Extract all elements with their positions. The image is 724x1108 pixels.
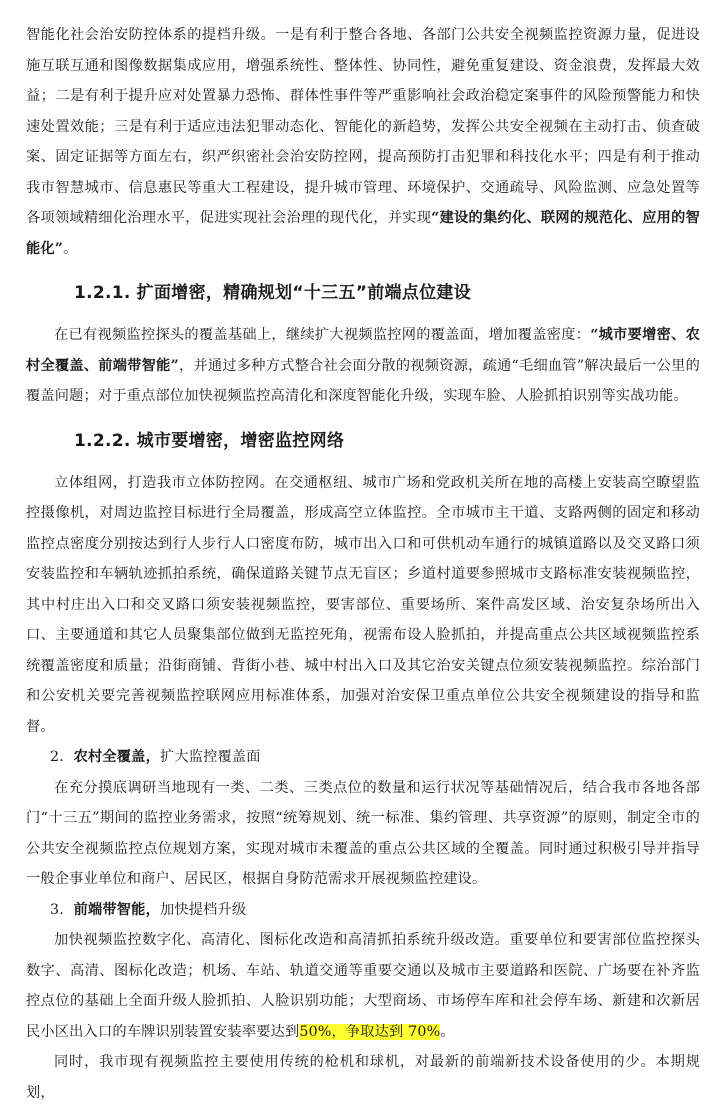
paragraph-item-2: 在充分摸底调研当地现有一类、二类、三类点位的数量和运行状况等基础情况后，结合我市各地各部门“十三五”期间的监控业务需求，按照“统筹规划、统一标准、集约管理、共享资源”的原则，制定全市的公共安全视频监控点位规划方案，实现对城市未覆盖的重点公共区域的全覆盖。同时通过积极引导并指导一般企事业单位和商户、居民区，根据自身防范需求开展视频监控建设。 (26, 779, 700, 887)
section-heading-1-2-2 (74, 424, 700, 458)
paragraph-bold-text: “城市要增密、农村全覆盖、前端带智能” (26, 327, 701, 374)
section-title: 扩面增密，精确规划“十三五”前端点位建设 (136, 283, 472, 303)
section-title: 城市要增密，增密监控网络 (136, 430, 345, 451)
list-item-2 (26, 742, 700, 773)
intro-bold-text: “建设的集约化、联网的规范化、应用的智能化” (26, 210, 700, 257)
item-bold-title: 前端带智能， (73, 901, 160, 918)
paragraph-1-2-1 (26, 320, 700, 412)
paragraph-text-continued: ，并通过多种方式整合社会面分散的视频资源，疏通“毛细血管”解决最后一公里的覆盖问题；对于重点部位加快视频监控高清化和深度智能化升级，实现车脸、人脸抓拍识别等实战功能。 (26, 357, 700, 404)
intro-end: 。 (63, 240, 78, 257)
section-number: 1.2.2. (74, 430, 131, 451)
paragraph-last: 同时，我市现有视频监控主要使用传统的枪机和球机，对最新的前端新技术设备使用的少。本期规划， (26, 1054, 700, 1101)
item-number: 2． (50, 749, 74, 765)
paragraph-text: 加快视频监控数字化、高清化、图标化改造和高清抓拍系统升级改造。重要单位和要害部位监控探头数字、高清、图标化改造；机场、车站、轨道交通等重要交通以及城市主要道路和医院、广场要在补齐监控点位的基础上全面升级人脸抓拍、人脸识别功能；大型商场、市场停车库和社会停车场、新建和次新居民小区出入口的车牌识别装置安装率要达到 (26, 932, 700, 1040)
paragraph-item-3 (26, 925, 700, 1047)
intro-paragraph (26, 20, 700, 264)
item-bold-title: 农村全覆盖， (73, 749, 160, 765)
section-heading-1-2-1 (74, 276, 700, 310)
section-number: 1.2.1. (74, 283, 131, 303)
list-item-3 (26, 895, 700, 926)
paragraph-text: 在已有视频监控探头的覆盖基础上，继续扩大视频监控网的覆盖面，增加覆盖密度： (54, 327, 591, 343)
item-number: 3． (50, 901, 74, 918)
paragraph-end: 。 (440, 1023, 455, 1040)
intro-text: 智能化社会治安防控体系的提档升级。一是有利于整合各地、各部门公共安全视频监控资源力量，促进设施互联互通和图像数据集成应用，增强系统性、整体性、协同性，避免重复建设、资金浪费，发挥最大效益；二是有利于提升应对处置暴力恐怖、群体性事件等严重影响社会政治稳定案事件的风险预警能力和快速处置效能；三是有利于适应违法犯罪动态化、智能化的新趋势，发挥公共安全视频在主动打击、侦查破案、固定证据等方面左右，织严织密社会治安防控网，提高预防打击犯罪和科技化水平；四是有利于推动我市智慧城市、信息惠民等重大工程建设，提升城市管理、环境保护、交通疏导、风险监测、应急处置等各项领域精细化治理水平，促进实现社会治理的现代化，并实现 (26, 27, 700, 226)
item-title-rest: 加快提档升级 (159, 901, 247, 918)
paragraph-1-2-2: 立体组网，打造我市立体防控网。在交通枢纽、城市广场和党政机关所在地的高楼上安装高空瞭望监控摄像机，对周边监控目标进行全局覆盖，形成高空立体监控。全市城市主干道、支路两侧的固定和移动监控点密度分别按达到行人步行人口密度布防，城市出入口和可供机动车通行的城镇道路以及交叉路口须安装监控和车辆轨迹抓拍系统，确保道路关键节点无盲区；乡道村道要参照城市支路标准安装视频监控，其中村庄出入口和交叉路口须安装视频监控，要害部位、重要场所、案件高发区域、治安复杂场所出入口、主要通道和其它人员聚集部位做到无监控死角，视需布设人脸抓拍，并提高重点公共区域视频监控系统覆盖密度和质量；沿街商铺、背街小巷、城中村出入口及其它治安关键点位须安装视频监控。综治部门和公安机关要完善视频监控联网应用标准体系，加强对治安保卫重点单位公共安全视频建设的指导和监督。 (26, 474, 700, 735)
item-title-rest: 扩大监控覆盖面 (159, 749, 261, 765)
highlighted-text: 50%，争取达到 70% (299, 1023, 441, 1040)
